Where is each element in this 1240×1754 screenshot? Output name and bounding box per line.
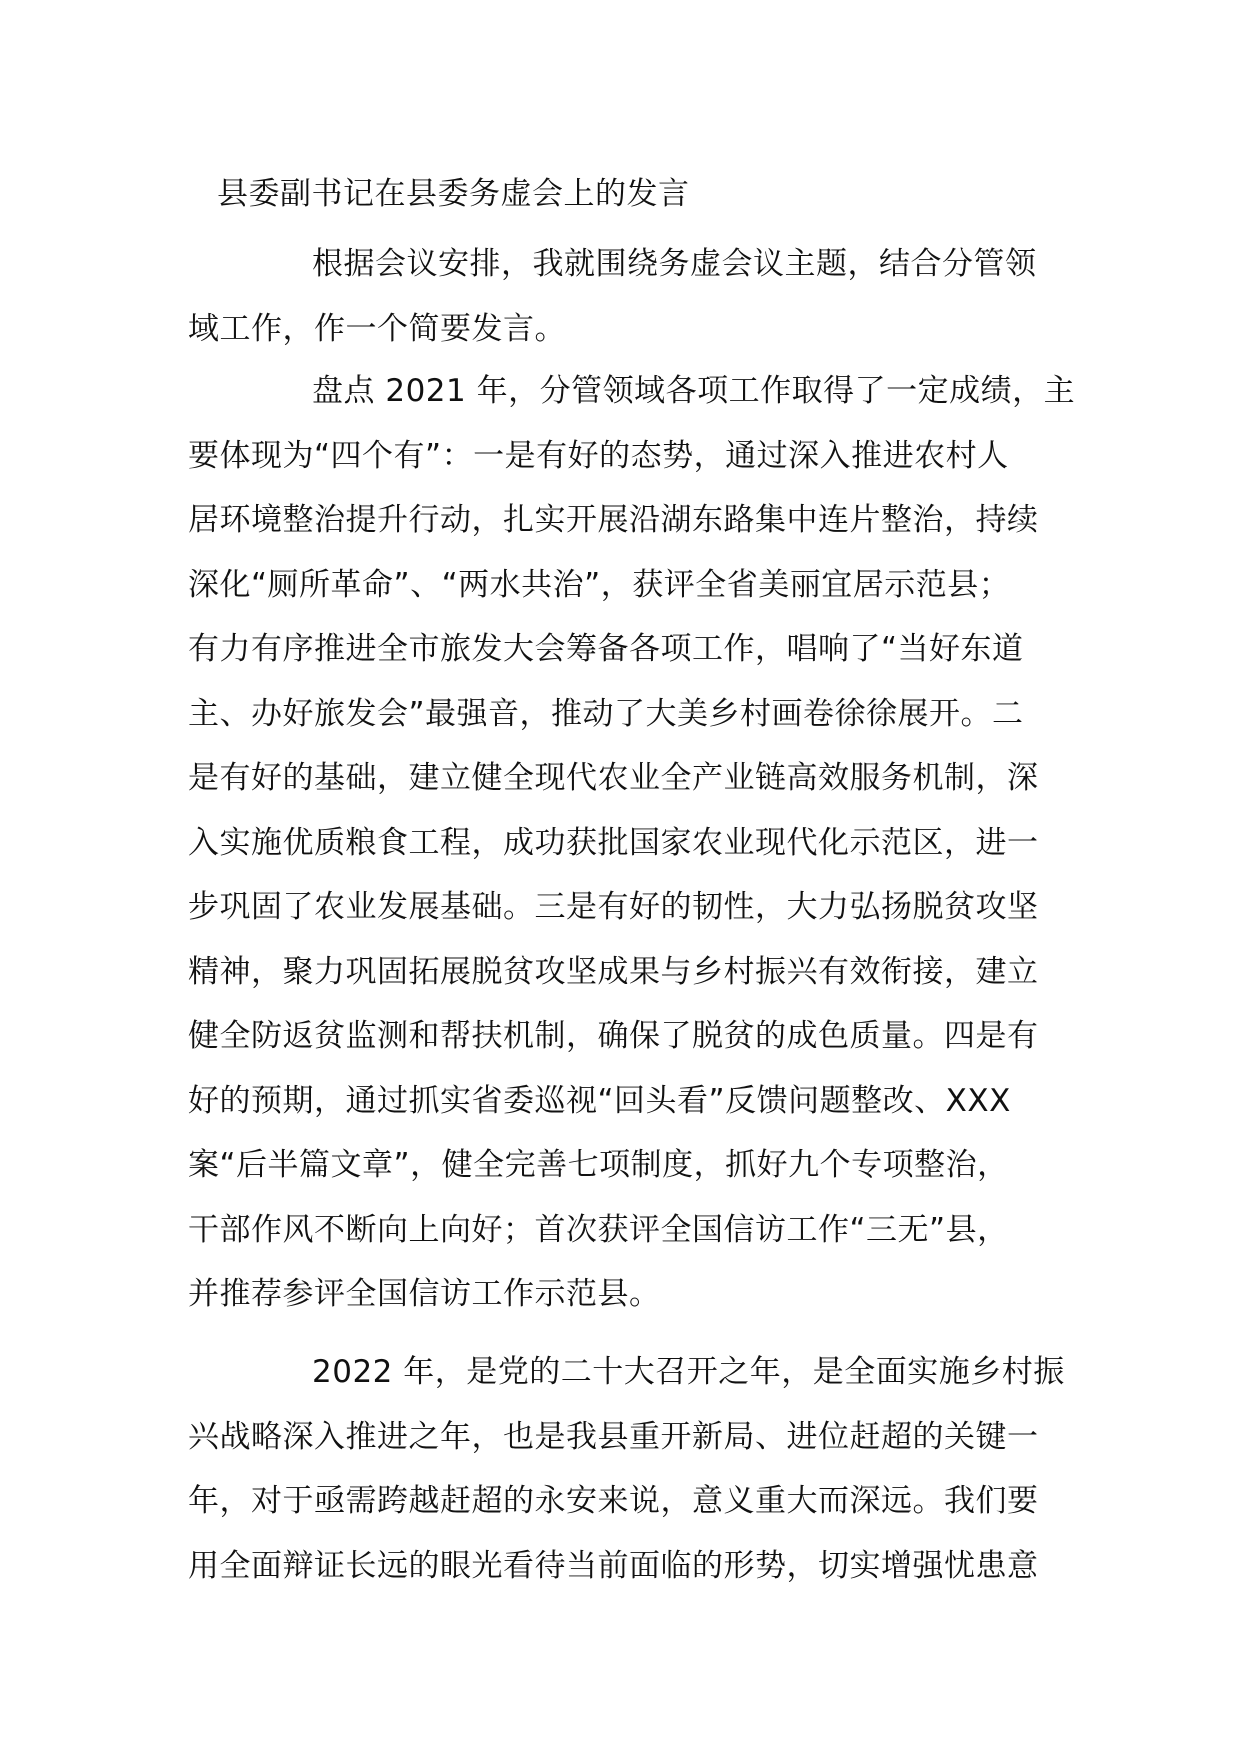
text-line: 有力有序推进全市旅发大会筹备各项工作，唱响了“当好东道 <box>188 631 1024 667</box>
text-line: 入实施优质粮食工程，成功获批国家农业现代化示范区，进一 <box>188 824 1039 861</box>
text-line: 步巩固了农业发展基础。三是有好的韧性，大力弘扬脱贫攻坚 <box>188 889 1039 925</box>
text-line: 干部作风不断向上向好；首次获评全国信访工作“三无”县， <box>188 1211 1009 1248</box>
text-line: 健全防返贫监测和帮扶机制，确保了脱贫的成色质量。四是有 <box>188 1018 1039 1054</box>
paragraph-intro <box>188 232 1088 361</box>
text-line: 兴战略深入推进之年，也是我县重开新局、进位赶超的关键一 <box>188 1418 1039 1455</box>
text-line: 主、办好旅发会”最强音，推动了大美乡村画卷徐徐展开。二 <box>188 695 1024 732</box>
paragraph-outlook-2022 <box>188 1340 1088 1598</box>
text-line: 2022 年，是党的二十大召开之年，是全面实施乡村振 <box>312 1354 1065 1390</box>
text-line: 要体现为“四个有”：一是有好的态势，通过深入推进农村人 <box>188 437 1009 474</box>
paragraph-review-2021 <box>188 359 1088 1327</box>
text-line: 居环境整治提升行动，扎实开展沿湖东路集中连片整治，持续 <box>188 502 1039 538</box>
text-line: 并推荐参评全国信访工作示范县。 <box>188 1276 661 1312</box>
text-line: 精神，聚力巩固拓展脱贫攻坚成果与乡村振兴有效衔接，建立 <box>188 953 1039 990</box>
text-line: 案“后半篇文章”，健全完善七项制度，抓好九个专项整治， <box>188 1147 1009 1183</box>
text-line: 域工作，作一个简要发言。 <box>188 310 566 347</box>
text-line: 盘点 2021 年，分管领域各项工作取得了一定成绩，主 <box>312 373 1076 409</box>
text-line: 根据会议安排，我就围绕务虚会议主题，结合分管领 <box>312 246 1037 282</box>
text-line: 深化“厕所革命”、“两水共治”，获评全省美丽宜居示范县； <box>188 566 1011 603</box>
text-line: 用全面辩证长远的眼光看待当前面临的形势，切实增强忧患意 <box>188 1547 1039 1584</box>
text-line: 是有好的基础，建立健全现代农业全产业链高效服务机制，深 <box>188 760 1039 796</box>
text-line: 年，对于亟需跨越赶超的永安来说，意义重大而深远。我们要 <box>188 1483 1039 1519</box>
document-title: 县委副书记在县委务虚会上的发言 <box>217 176 690 212</box>
text-line: 好的预期，通过抓实省委巡视“回头看”反馈问题整改、XXX <box>188 1082 1011 1119</box>
